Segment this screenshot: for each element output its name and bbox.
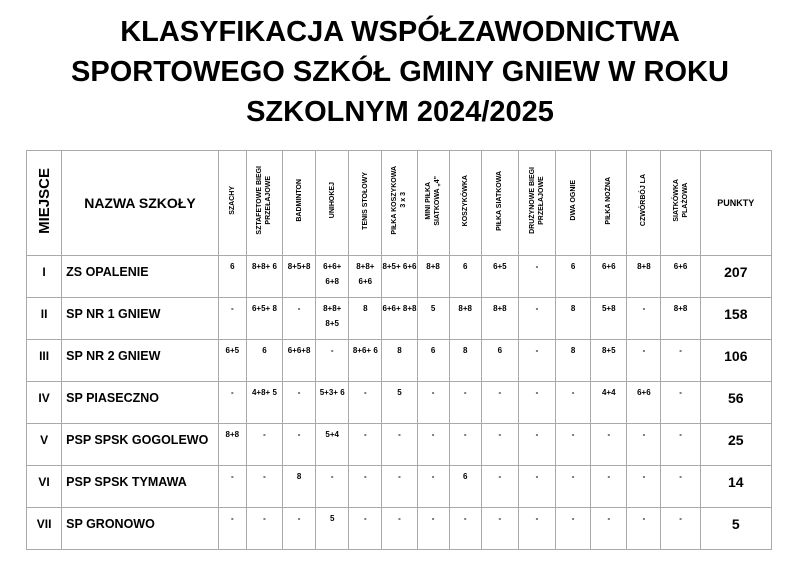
score-cell: 5 — [316, 508, 349, 550]
score-cell: 8+5+8 — [283, 256, 316, 298]
points-value: 56 — [728, 389, 744, 406]
score-cell: - — [518, 298, 555, 340]
score-cell: - — [661, 508, 700, 550]
score-cell: - — [382, 424, 417, 466]
score-cell: - — [316, 466, 349, 508]
header-discipline-label — [390, 166, 408, 235]
score-cell: 8 — [349, 298, 382, 340]
score-cell: 5 — [417, 298, 449, 340]
score-cell: 6 — [481, 340, 518, 382]
header-discipline-label — [569, 180, 578, 221]
score-cell: - — [349, 466, 382, 508]
score-cell: - — [349, 508, 382, 550]
header-discipline-line: DRUŻYNOWE BIEGI — [528, 167, 536, 234]
school-name: SP GRONOWO — [66, 516, 155, 531]
score-cell: 8+8+ 6 — [246, 256, 282, 298]
header-discipline-line: KOSZYKÓWKA — [461, 174, 469, 227]
score-cell: 8+8+ 8+5 — [316, 298, 349, 340]
score-cell: - — [518, 256, 555, 298]
header-discipline — [518, 151, 555, 256]
header-discipline-label — [495, 171, 504, 231]
header-discipline-line: SZTAFETOWE BIEGI — [256, 166, 264, 235]
score-cell: - — [518, 508, 555, 550]
score-cell: 8 — [449, 340, 481, 382]
score-cell: 6+6+ 6+8 — [316, 256, 349, 298]
score-cell: 6 — [218, 256, 246, 298]
score-cell: - — [283, 424, 316, 466]
score-cell: - — [661, 340, 700, 382]
score-cell: - — [218, 298, 246, 340]
points-cell — [700, 424, 771, 466]
score-cell: - — [556, 424, 591, 466]
table-row — [27, 298, 772, 340]
score-cell: - — [349, 382, 382, 424]
school-name: PSP SPSK TYMAWA — [66, 474, 187, 489]
title-line-3: SZKOLNYM 2024/2025 — [246, 96, 554, 128]
school-name-cell — [62, 298, 219, 340]
score-cell: 8+8 — [627, 256, 661, 298]
header-discipline-line: DWA OGNIE — [569, 180, 577, 221]
score-cell: 6 — [246, 340, 282, 382]
score-cell: 5 — [382, 382, 417, 424]
score-cell: 8+8 — [449, 298, 481, 340]
school-name-cell — [62, 508, 219, 550]
score-cell: - — [591, 508, 627, 550]
score-cell: 6+5 — [218, 340, 246, 382]
score-cell: 5+3+ 6 — [316, 382, 349, 424]
header-discipline-line: PIŁKA SIATKOWA — [496, 170, 504, 231]
score-cell: 8+8 — [481, 298, 518, 340]
score-cell: 6+6 — [627, 382, 661, 424]
points-value: 14 — [728, 473, 744, 490]
header-discipline — [556, 151, 591, 256]
points-cell — [700, 298, 771, 340]
header-school-name: NAZWA SZKOŁY — [62, 151, 219, 256]
header-discipline — [316, 151, 349, 256]
header-discipline-line: PIŁKA NOŻNA — [605, 176, 613, 225]
header-discipline — [481, 151, 518, 256]
score-cell: - — [283, 508, 316, 550]
score-cell: 5+8 — [591, 298, 627, 340]
score-cell: - — [627, 424, 661, 466]
score-cell: 6+6+8 — [283, 340, 316, 382]
score-cell: 8+5+ 6+6 — [382, 256, 417, 298]
table-header-row — [27, 151, 772, 256]
rank-cell — [27, 424, 62, 466]
header-discipline-line: SIATKÓWKA — [672, 179, 680, 222]
header-discipline — [246, 151, 282, 256]
score-cell: - — [246, 508, 282, 550]
rank-cell — [27, 382, 62, 424]
header-discipline-label — [528, 167, 546, 234]
score-cell: - — [518, 466, 555, 508]
school-name-cell — [62, 424, 219, 466]
header-points: PUNKTY — [700, 151, 771, 256]
header-discipline-label — [328, 182, 337, 218]
points-cell — [700, 508, 771, 550]
score-cell: - — [382, 466, 417, 508]
header-discipline-line: PLAŻOWA — [681, 183, 689, 218]
points-value: 207 — [724, 263, 748, 280]
score-cell: - — [246, 466, 282, 508]
header-discipline — [349, 151, 382, 256]
score-cell: - — [481, 466, 518, 508]
score-cell: - — [382, 508, 417, 550]
school-name-cell — [62, 256, 219, 298]
score-cell: - — [556, 466, 591, 508]
points-cell — [700, 466, 771, 508]
header-discipline-line: UNIHOKEJ — [328, 182, 336, 219]
score-cell: - — [661, 424, 700, 466]
header-discipline-line: TENIS STOŁOWY — [361, 171, 369, 230]
school-name: SP NR 2 GNIEW — [66, 348, 161, 363]
score-cell: 8+5 — [591, 340, 627, 382]
score-cell: - — [417, 508, 449, 550]
score-cell: - — [283, 382, 316, 424]
header-discipline-line: CZWÓRBÓJ LA — [640, 174, 648, 227]
rank-cell — [27, 508, 62, 550]
score-cell: - — [556, 382, 591, 424]
score-cell: - — [481, 424, 518, 466]
score-cell: 6+5+ 8 — [246, 298, 282, 340]
school-name-cell — [62, 466, 219, 508]
school-name: ZS OPALENIE — [66, 264, 149, 279]
rank-cell — [27, 466, 62, 508]
score-cell: - — [449, 508, 481, 550]
score-cell: - — [481, 382, 518, 424]
header-discipline-line: SIATKOWA „4" — [434, 175, 442, 226]
score-cell: 6+6 — [591, 256, 627, 298]
score-cell: - — [246, 424, 282, 466]
rank-cell — [27, 256, 62, 298]
points-value: 158 — [724, 305, 748, 322]
header-place — [27, 151, 62, 256]
header-discipline — [627, 151, 661, 256]
score-cell: - — [591, 424, 627, 466]
score-cell: 8+6+ 6 — [349, 340, 382, 382]
score-cell: 5+4 — [316, 424, 349, 466]
header-discipline-line: SZACHY — [228, 186, 236, 215]
score-cell: - — [518, 382, 555, 424]
page-title — [0, 12, 800, 132]
score-cell: - — [218, 466, 246, 508]
score-cell: - — [349, 424, 382, 466]
header-discipline — [382, 151, 417, 256]
header-discipline-label — [295, 179, 304, 222]
points-cell — [700, 382, 771, 424]
school-name-cell — [62, 340, 219, 382]
score-cell: 8 — [382, 340, 417, 382]
header-discipline-label — [604, 177, 613, 225]
score-cell: 4+8+ 5 — [246, 382, 282, 424]
score-cell: - — [417, 466, 449, 508]
score-cell: 8+8+ 6+6 — [349, 256, 382, 298]
header-discipline-line: 3 x 3 — [400, 192, 408, 209]
header-discipline-label — [255, 166, 273, 235]
score-cell: 8 — [283, 466, 316, 508]
header-discipline-line: MINI PIŁKA — [425, 181, 433, 220]
score-cell: - — [218, 382, 246, 424]
score-cell: - — [316, 340, 349, 382]
header-discipline-line: PRZEŁAJOWE — [537, 176, 545, 225]
table-row — [27, 424, 772, 466]
header-discipline-label — [424, 176, 442, 226]
score-cell: - — [449, 382, 481, 424]
table-row — [27, 508, 772, 550]
header-discipline — [661, 151, 700, 256]
rank-value: IV — [38, 390, 50, 405]
rank-value: III — [39, 348, 50, 363]
score-cell: - — [556, 508, 591, 550]
table-row — [27, 340, 772, 382]
score-cell: 6+6 — [661, 256, 700, 298]
header-discipline — [417, 151, 449, 256]
score-cell: - — [518, 424, 555, 466]
score-cell: - — [627, 340, 661, 382]
score-cell: 8 — [556, 340, 591, 382]
header-discipline-label — [228, 186, 237, 215]
score-cell: - — [417, 424, 449, 466]
score-cell: 6 — [449, 256, 481, 298]
rank-value: I — [42, 264, 46, 279]
points-value: 5 — [731, 515, 740, 532]
header-discipline-line: BADMINTON — [295, 179, 303, 222]
points-cell — [700, 340, 771, 382]
score-cell: - — [591, 466, 627, 508]
school-name: PSP SPSK GOGOLEWO — [66, 432, 209, 447]
score-cell: - — [283, 298, 316, 340]
points-cell — [700, 256, 771, 298]
score-cell: - — [661, 466, 700, 508]
header-discipline-line: PRZEŁAJOWE — [265, 176, 273, 225]
table-row — [27, 256, 772, 298]
header-discipline-label — [361, 172, 370, 230]
header-discipline — [591, 151, 627, 256]
header-place-label: MIEJSCE — [35, 167, 53, 234]
points-value: 106 — [724, 347, 748, 364]
rank-value: VI — [38, 474, 50, 489]
classification-table — [26, 150, 772, 550]
title-line-2: SPORTOWEGO SZKÓŁ GMINY GNIEW W ROKU — [71, 56, 729, 88]
table-row — [27, 382, 772, 424]
header-discipline-label — [639, 174, 648, 226]
header-discipline-line: PIŁKA KOSZYKOWA — [391, 166, 399, 235]
header-discipline — [283, 151, 316, 256]
school-name-cell — [62, 382, 219, 424]
rank-value: II — [40, 306, 48, 321]
rank-cell — [27, 340, 62, 382]
score-cell: 4+4 — [591, 382, 627, 424]
table-row — [27, 466, 772, 508]
rank-value: V — [40, 432, 49, 447]
score-cell: - — [449, 424, 481, 466]
school-name: SP NR 1 GNIEW — [66, 306, 161, 321]
header-discipline-label — [461, 175, 470, 226]
score-cell: - — [627, 466, 661, 508]
score-cell: 8+8 — [218, 424, 246, 466]
score-cell: 6+5 — [481, 256, 518, 298]
school-name: SP PIASECZNO — [66, 390, 159, 405]
score-cell: 6 — [556, 256, 591, 298]
score-cell: - — [218, 508, 246, 550]
score-cell: 8 — [556, 298, 591, 340]
points-value: 25 — [728, 431, 744, 448]
score-cell: - — [481, 508, 518, 550]
rank-value: VII — [36, 516, 52, 531]
score-cell: - — [518, 340, 555, 382]
score-cell: 6 — [417, 340, 449, 382]
score-cell: - — [627, 298, 661, 340]
score-cell: - — [627, 508, 661, 550]
score-cell: 8+8 — [417, 256, 449, 298]
header-discipline-label — [672, 179, 690, 222]
score-cell: 6+6+ 8+8 — [382, 298, 417, 340]
score-cell: - — [661, 382, 700, 424]
score-cell: 6 — [449, 466, 481, 508]
score-cell: 8+8 — [661, 298, 700, 340]
header-discipline — [449, 151, 481, 256]
score-cell: - — [417, 382, 449, 424]
header-discipline — [218, 151, 246, 256]
title-line-1: KLASYFIKACJA WSPÓŁZAWODNICTWA — [120, 16, 680, 48]
rank-cell — [27, 298, 62, 340]
table-body — [27, 256, 772, 550]
